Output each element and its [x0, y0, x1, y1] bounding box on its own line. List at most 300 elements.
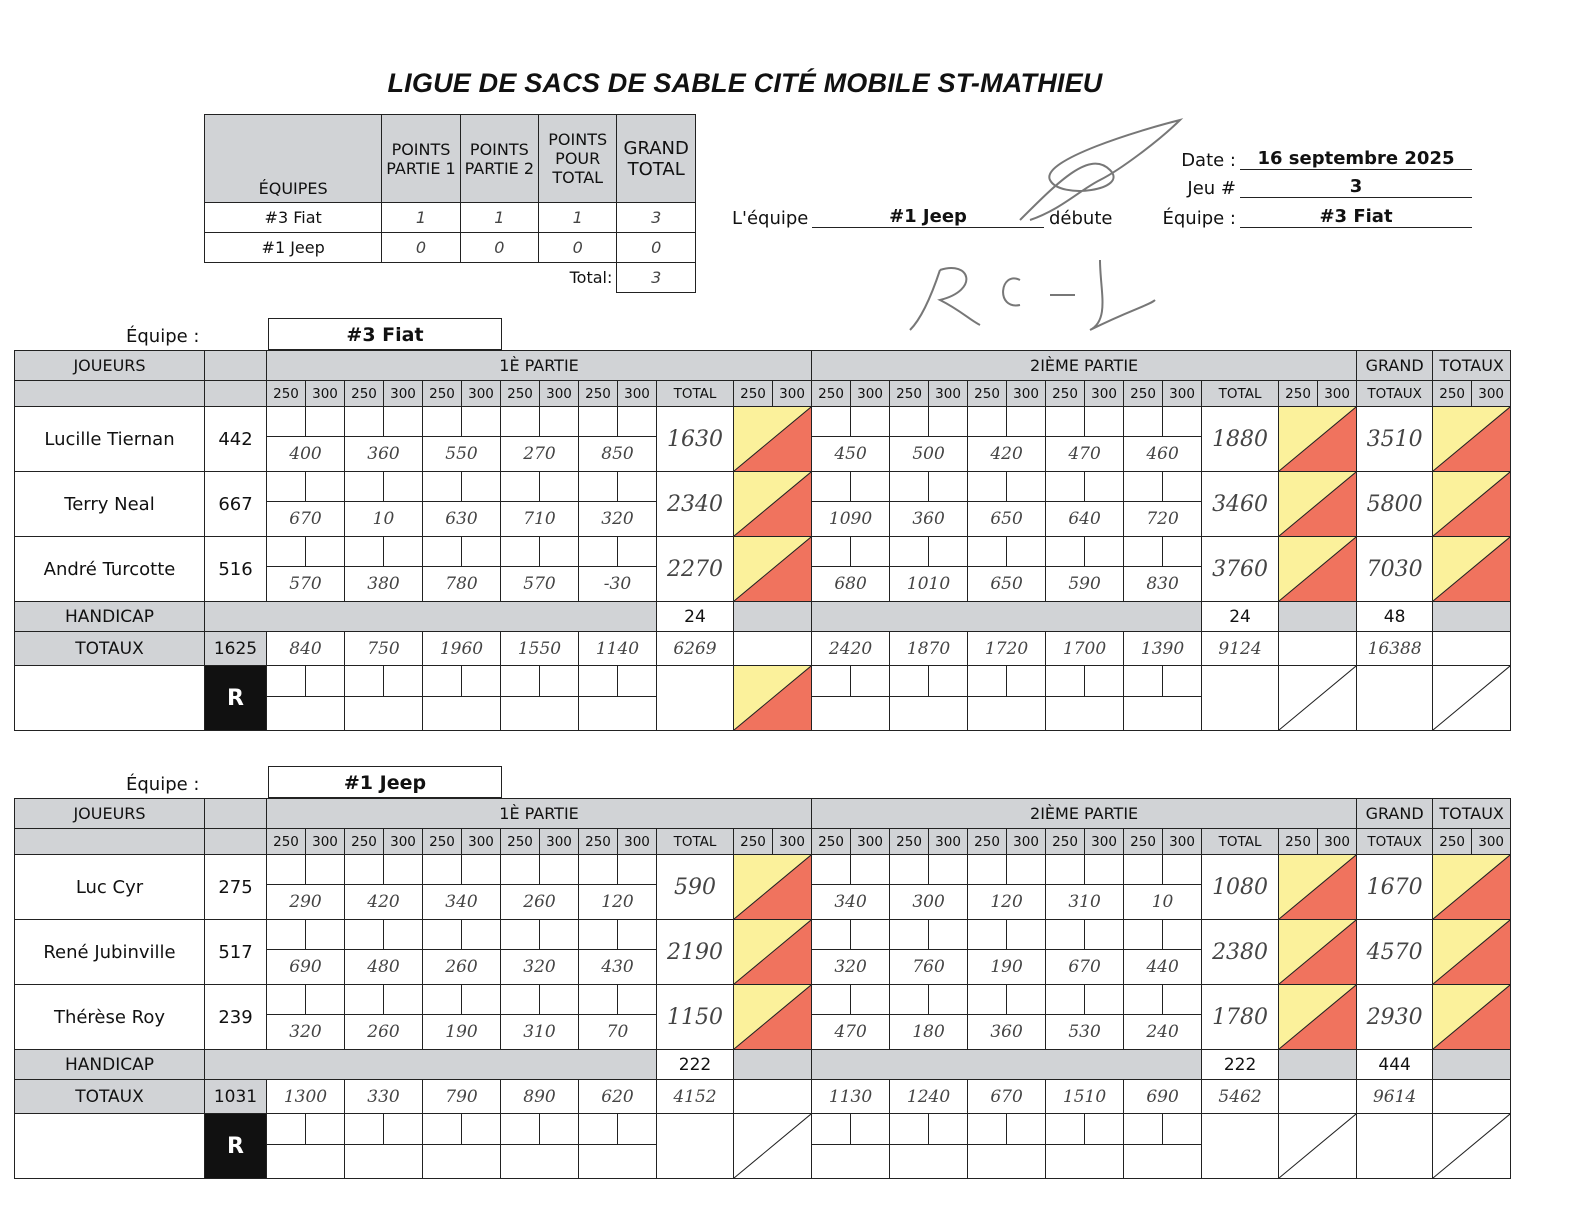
- scratch-cell: [1433, 537, 1511, 602]
- mark-300: [384, 472, 423, 502]
- col-300: 300: [1472, 381, 1511, 407]
- r-cell: [812, 697, 890, 731]
- mark-250: [968, 855, 1007, 885]
- mark-300: [1085, 855, 1124, 885]
- col-250: 250: [423, 829, 462, 855]
- r-cell: [618, 666, 657, 697]
- partie-total: 3460: [1202, 472, 1279, 537]
- mark-300: [1163, 985, 1202, 1015]
- mark-300: [618, 920, 657, 950]
- mark-250: [501, 537, 540, 567]
- scratch-cell: [1433, 985, 1511, 1050]
- partie-total: 1150: [657, 985, 734, 1050]
- col-total: TOTAL: [1202, 829, 1279, 855]
- mark-250: [812, 407, 851, 437]
- blank-cell: [1279, 632, 1357, 666]
- col-300: 300: [540, 381, 579, 407]
- mark-250: [501, 920, 540, 950]
- mark-300: [540, 537, 579, 567]
- round-score: 320: [267, 1015, 345, 1050]
- mark-250: [1124, 472, 1163, 502]
- col-total: TOTAL: [657, 381, 734, 407]
- r-cell: [462, 1114, 501, 1145]
- round-score: 190: [968, 950, 1046, 985]
- partie-total: 590: [657, 855, 734, 920]
- mark-250: [267, 920, 306, 950]
- mark-250: [423, 985, 462, 1015]
- r-cell: [1124, 666, 1163, 697]
- round-score: 690: [267, 950, 345, 985]
- blank-cell: [734, 632, 812, 666]
- r-cell: [1085, 1114, 1124, 1145]
- col-300: 300: [773, 829, 812, 855]
- col-250: 250: [1124, 829, 1163, 855]
- round-score: 670: [267, 502, 345, 537]
- player-name: Luc Cyr: [15, 855, 205, 920]
- mark-250: [812, 537, 851, 567]
- grand-header: GRAND: [1357, 351, 1433, 381]
- joueurs-header: JOUEURS: [15, 351, 205, 381]
- mark-300: [540, 985, 579, 1015]
- r-cell: [890, 697, 968, 731]
- partie1-header: 1È PARTIE: [267, 351, 812, 381]
- col-300: 300: [929, 381, 968, 407]
- round-score: 760: [890, 950, 968, 985]
- round-total: 330: [345, 1080, 423, 1114]
- round-score: 640: [1046, 502, 1124, 537]
- round-score: 310: [1046, 885, 1124, 920]
- mark-300: [1085, 407, 1124, 437]
- mark-300: [462, 537, 501, 567]
- summary-total-label: Total:: [569, 268, 613, 288]
- sub-blank: [15, 829, 205, 855]
- round-total: 1720: [968, 632, 1046, 666]
- player-average: 667: [205, 472, 267, 537]
- mark-300: [462, 855, 501, 885]
- partie-total: 2340: [657, 472, 734, 537]
- col-250: 250: [579, 381, 618, 407]
- round-score: 10: [345, 502, 423, 537]
- player-average: 517: [205, 920, 267, 985]
- handicap-blank: [812, 1050, 1202, 1080]
- round-score: 420: [345, 885, 423, 920]
- round-score: 260: [423, 950, 501, 985]
- r-cell: [267, 1145, 345, 1179]
- round-total: 790: [423, 1080, 501, 1114]
- mark-300: [1163, 407, 1202, 437]
- round-score: 850: [579, 437, 657, 472]
- mark-300: [462, 920, 501, 950]
- scratch-cell: [1433, 920, 1511, 985]
- col-300: 300: [1085, 381, 1124, 407]
- mark-250: [579, 920, 618, 950]
- partie-total: 6269: [657, 632, 734, 666]
- scratch-cell: [1433, 855, 1511, 920]
- round-score: 360: [968, 1015, 1046, 1050]
- round-score: 1090: [812, 502, 890, 537]
- round-score: 260: [345, 1015, 423, 1050]
- round-total: 2420: [812, 632, 890, 666]
- col-250: 250: [890, 381, 929, 407]
- grand-total-header: GRAND TOTAL: [617, 115, 696, 203]
- r-cell: [1124, 1114, 1163, 1145]
- mark-300: [306, 985, 345, 1015]
- round-score: 470: [1046, 437, 1124, 472]
- partie-total: 1630: [657, 407, 734, 472]
- mark-300: [384, 920, 423, 950]
- scratch-cell: [1433, 666, 1511, 731]
- round-total: 840: [267, 632, 345, 666]
- mark-300: [929, 920, 968, 950]
- avg-header: [205, 351, 267, 381]
- mark-300: [1163, 537, 1202, 567]
- col-250: 250: [423, 381, 462, 407]
- score-sheet: [14, 350, 1511, 731]
- round-score: 270: [501, 437, 579, 472]
- r-cell: [1046, 697, 1124, 731]
- scratch-cell: [734, 407, 812, 472]
- blank-cell: [1433, 1080, 1511, 1114]
- round-score: 650: [968, 567, 1046, 602]
- r-cell: [306, 666, 345, 697]
- handicap-blank: [734, 602, 812, 632]
- mark-250: [345, 537, 384, 567]
- col-total: TOTAL: [657, 829, 734, 855]
- handicap-blank: [812, 602, 1202, 632]
- sheet-equipe-label: Équipe :: [126, 326, 200, 347]
- r-cell: [657, 666, 734, 731]
- mark-250: [1124, 855, 1163, 885]
- col-300: 300: [1472, 829, 1511, 855]
- r-cell: [462, 666, 501, 697]
- partie-total: 5462: [1202, 1080, 1279, 1114]
- mark-300: [1007, 985, 1046, 1015]
- round-score: 240: [1124, 1015, 1202, 1050]
- mark-250: [1046, 855, 1085, 885]
- r-cell: [579, 1114, 618, 1145]
- mark-300: [306, 920, 345, 950]
- round-score: 650: [968, 502, 1046, 537]
- scratch-cell: [734, 1114, 812, 1179]
- mark-300: [540, 855, 579, 885]
- mark-250: [1046, 407, 1085, 437]
- r-cell: [501, 697, 579, 731]
- handicap-grand: 48: [1357, 602, 1433, 632]
- r-cell: [579, 1145, 657, 1179]
- round-score: 530: [1046, 1015, 1124, 1050]
- summary-team-2: #1 Jeep: [205, 233, 382, 263]
- r-cell: [501, 1114, 540, 1145]
- signature-scribble-2: [900, 250, 1160, 340]
- r-cell: [1202, 666, 1279, 731]
- totaux-average: 1625: [205, 632, 267, 666]
- r-cell: [579, 666, 618, 697]
- totaux-label: TOTAUX: [15, 632, 205, 666]
- sub-blank: [15, 381, 205, 407]
- handicap-blank: [734, 1050, 812, 1080]
- score-sheet: [14, 798, 1511, 1179]
- totaux-header: TOTAUX: [1433, 799, 1511, 829]
- partie-total: 1080: [1202, 855, 1279, 920]
- points-partie1-header: POINTS PARTIE 1: [382, 115, 460, 203]
- player-name: Lucille Tiernan: [15, 407, 205, 472]
- equipe-prefix: L'équipe: [732, 208, 809, 229]
- r-cell: [968, 666, 1007, 697]
- mark-250: [267, 537, 306, 567]
- mark-250: [812, 985, 851, 1015]
- r-cell: [851, 666, 890, 697]
- avg-header: [205, 799, 267, 829]
- scratch-cell: [1279, 1114, 1357, 1179]
- r-blank: [15, 1114, 205, 1179]
- round-score: 830: [1124, 567, 1202, 602]
- r-cell: [812, 1114, 851, 1145]
- round-score: 190: [423, 1015, 501, 1050]
- col-totaux: TOTAUX: [1357, 381, 1433, 407]
- points-partie2-header: POINTS PARTIE 2: [460, 115, 538, 203]
- col-250: 250: [1433, 829, 1472, 855]
- r-cell: [501, 1145, 579, 1179]
- mark-300: [384, 855, 423, 885]
- mark-300: [462, 472, 501, 502]
- round-score: 440: [1124, 950, 1202, 985]
- player-average: 516: [205, 537, 267, 602]
- round-score: 320: [579, 502, 657, 537]
- blank-cell: [734, 1080, 812, 1114]
- totaux-average: 1031: [205, 1080, 267, 1114]
- mark-300: [851, 537, 890, 567]
- r-cell: [423, 697, 501, 731]
- round-score: 590: [1046, 567, 1124, 602]
- col-250: 250: [812, 829, 851, 855]
- mark-300: [618, 985, 657, 1015]
- round-score: 120: [968, 885, 1046, 920]
- mark-300: [618, 472, 657, 502]
- player-average: 275: [205, 855, 267, 920]
- scratch-cell: [1279, 407, 1357, 472]
- scratch-cell: [1433, 1114, 1511, 1179]
- mark-300: [1007, 855, 1046, 885]
- handicap-blank: [1433, 602, 1511, 632]
- col-300: 300: [1085, 829, 1124, 855]
- r-cell: [540, 1114, 579, 1145]
- col-300: 300: [1163, 829, 1202, 855]
- grand-total: 1670: [1357, 855, 1433, 920]
- player-name: René Jubinville: [15, 920, 205, 985]
- player-name: André Turcotte: [15, 537, 205, 602]
- round-score: 670: [1046, 950, 1124, 985]
- player-average: 442: [205, 407, 267, 472]
- mark-300: [306, 855, 345, 885]
- round-total: 1700: [1046, 632, 1124, 666]
- mark-300: [1085, 985, 1124, 1015]
- blank-cell: [1433, 632, 1511, 666]
- round-score: 780: [423, 567, 501, 602]
- mark-250: [1046, 920, 1085, 950]
- col-totaux: TOTAUX: [1357, 829, 1433, 855]
- col-250: 250: [345, 381, 384, 407]
- sheet-equipe-label: Équipe :: [126, 774, 200, 795]
- mark-250: [968, 537, 1007, 567]
- r-cell: [1163, 666, 1202, 697]
- round-total: 1550: [501, 632, 579, 666]
- r-cell: [1357, 1114, 1433, 1179]
- round-score: 480: [345, 950, 423, 985]
- grand-total: 2930: [1357, 985, 1433, 1050]
- round-score: 470: [812, 1015, 890, 1050]
- mark-300: [851, 855, 890, 885]
- r-blank: [15, 666, 205, 731]
- summary-p1: 0: [382, 233, 460, 263]
- mark-250: [1046, 472, 1085, 502]
- mark-300: [384, 985, 423, 1015]
- col-250: 250: [734, 381, 773, 407]
- jeu-value: 3: [1240, 176, 1472, 198]
- mark-300: [929, 407, 968, 437]
- partie-total: 3760: [1202, 537, 1279, 602]
- round-score: 120: [579, 885, 657, 920]
- col-300: 300: [1163, 381, 1202, 407]
- summary-team-1: #3 Fiat: [205, 203, 382, 233]
- mark-250: [267, 985, 306, 1015]
- round-total: 1130: [812, 1080, 890, 1114]
- r-cell: [267, 697, 345, 731]
- r-label: R: [205, 1114, 267, 1179]
- mark-300: [1163, 855, 1202, 885]
- round-total: 1960: [423, 632, 501, 666]
- round-total: 670: [968, 1080, 1046, 1114]
- col-300: 300: [773, 381, 812, 407]
- col-300: 300: [618, 381, 657, 407]
- round-score: 360: [890, 502, 968, 537]
- mark-250: [890, 855, 929, 885]
- round-score: 340: [423, 885, 501, 920]
- scratch-cell: [1433, 407, 1511, 472]
- col-250: 250: [1046, 829, 1085, 855]
- partie-total: 1780: [1202, 985, 1279, 1050]
- scratch-cell: [734, 472, 812, 537]
- scratch-cell: [1279, 472, 1357, 537]
- round-score: 180: [890, 1015, 968, 1050]
- round-score: 260: [501, 885, 579, 920]
- mark-300: [306, 472, 345, 502]
- r-cell: [812, 1145, 890, 1179]
- round-score: 710: [501, 502, 579, 537]
- mark-250: [423, 537, 462, 567]
- grand-total: 9614: [1357, 1080, 1433, 1114]
- col-250: 250: [968, 381, 1007, 407]
- mark-300: [851, 985, 890, 1015]
- round-score: 430: [579, 950, 657, 985]
- player-average: 239: [205, 985, 267, 1050]
- r-cell: [579, 697, 657, 731]
- col-300: 300: [384, 829, 423, 855]
- mark-300: [384, 537, 423, 567]
- debute-label: débute: [1049, 208, 1113, 229]
- date-label: Date :: [1181, 150, 1236, 171]
- mark-250: [501, 855, 540, 885]
- r-cell: [618, 1114, 657, 1145]
- round-score: 320: [812, 950, 890, 985]
- r-cell: [345, 666, 384, 697]
- summary-p2: 1: [460, 203, 538, 233]
- mark-250: [890, 985, 929, 1015]
- signature-scribble-1: [1000, 110, 1200, 230]
- sheet-team-name: #1 Jeep: [268, 766, 502, 798]
- r-cell: [968, 1145, 1046, 1179]
- mark-250: [579, 472, 618, 502]
- partie2-header: 2IÈME PARTIE: [812, 799, 1357, 829]
- col-250: 250: [345, 829, 384, 855]
- col-250: 250: [734, 829, 773, 855]
- col-300: 300: [929, 829, 968, 855]
- grand-total: 4570: [1357, 920, 1433, 985]
- mark-300: [306, 537, 345, 567]
- r-cell: [1046, 1114, 1085, 1145]
- mark-250: [968, 985, 1007, 1015]
- col-300: 300: [1318, 829, 1357, 855]
- round-score: 720: [1124, 502, 1202, 537]
- round-score: 550: [423, 437, 501, 472]
- mark-300: [929, 472, 968, 502]
- round-score: 70: [579, 1015, 657, 1050]
- handicap-t2: 24: [1202, 602, 1279, 632]
- handicap-grand: 444: [1357, 1050, 1433, 1080]
- sheet-team-name: #3 Fiat: [268, 318, 502, 350]
- round-total: 1870: [890, 632, 968, 666]
- round-score: 420: [968, 437, 1046, 472]
- mark-250: [812, 920, 851, 950]
- mark-300: [462, 985, 501, 1015]
- mark-300: [851, 407, 890, 437]
- handicap-blank: [205, 1050, 657, 1080]
- date-value: 16 septembre 2025: [1240, 148, 1472, 170]
- round-score: -30: [579, 567, 657, 602]
- mark-300: [1163, 920, 1202, 950]
- round-total: 750: [345, 632, 423, 666]
- r-cell: [851, 1114, 890, 1145]
- r-cell: [1124, 1145, 1202, 1179]
- grand-total: 5800: [1357, 472, 1433, 537]
- r-cell: [384, 1114, 423, 1145]
- col-300: 300: [306, 829, 345, 855]
- col-300: 300: [1318, 381, 1357, 407]
- r-cell: [306, 1114, 345, 1145]
- mark-250: [345, 855, 384, 885]
- summary-pt: 1: [539, 203, 617, 233]
- mark-250: [423, 920, 462, 950]
- r-cell: [267, 1114, 306, 1145]
- mark-300: [1007, 920, 1046, 950]
- col-300: 300: [851, 381, 890, 407]
- col-total: TOTAL: [1202, 381, 1279, 407]
- round-score: 300: [890, 885, 968, 920]
- handicap-blank: [205, 602, 657, 632]
- r-cell: [1085, 666, 1124, 697]
- round-total: 890: [501, 1080, 579, 1114]
- col-250: 250: [1046, 381, 1085, 407]
- sub-blank: [205, 381, 267, 407]
- mark-250: [1046, 985, 1085, 1015]
- mark-250: [1124, 537, 1163, 567]
- mark-300: [540, 407, 579, 437]
- summary-pt: 0: [539, 233, 617, 263]
- mark-250: [345, 472, 384, 502]
- joueurs-header: JOUEURS: [15, 799, 205, 829]
- mark-250: [579, 855, 618, 885]
- mark-250: [345, 985, 384, 1015]
- round-total: 1300: [267, 1080, 345, 1114]
